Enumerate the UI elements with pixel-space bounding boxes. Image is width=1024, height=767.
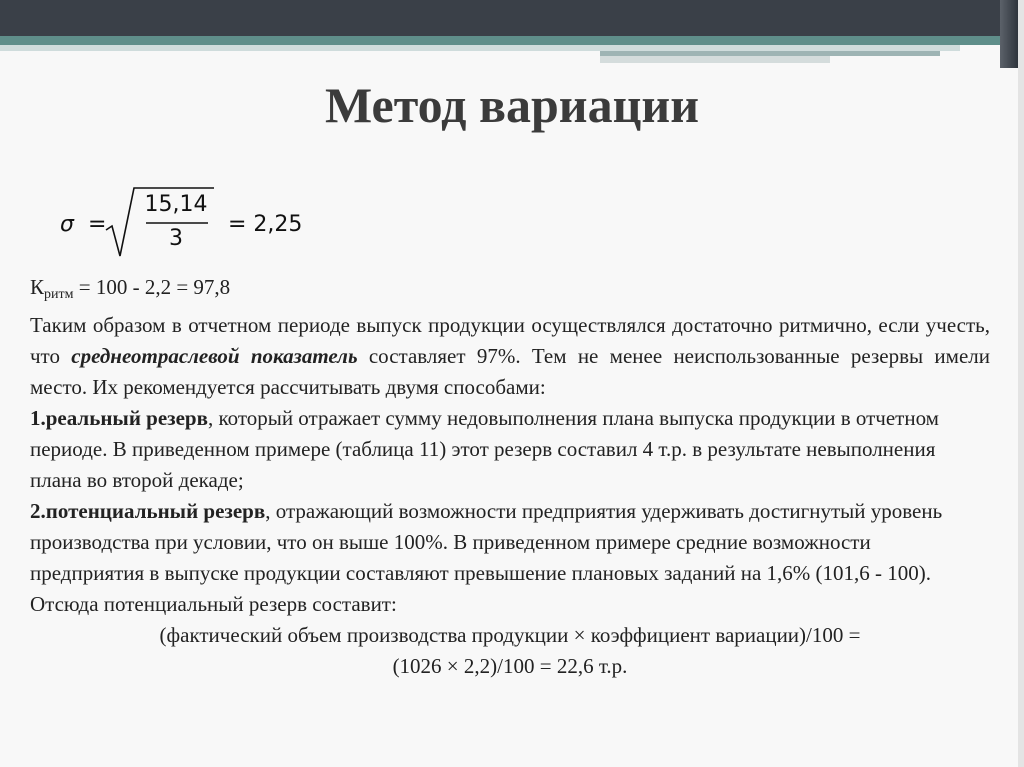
k-expression: = 100 - 2,2 = 97,8 xyxy=(73,275,231,299)
slide-title: Метод вариации xyxy=(324,77,700,133)
paragraph1-emphasis: среднеотраслевой показатель xyxy=(71,344,358,368)
header-band-dark xyxy=(0,0,1000,36)
formula-equals: = xyxy=(88,212,107,237)
paragraph1-text-before: Таким образом в отчетном периоде выпуск продукции осуществлялся достаточно ритмично, если учесть, что xyxy=(30,313,990,368)
potential-reserve-label: 2.потенциальный резерв xyxy=(30,499,266,523)
real-reserve-label: 1.реальный резерв xyxy=(30,406,208,430)
paragraph1-text-after: составляет 97%. Тем не менее неиспользованные резервы имели место. Их рекомендуется рассчитывать двумя способами: xyxy=(30,344,990,399)
formula-result: = 2,25 xyxy=(228,212,303,237)
formula-numerator: 15,14 xyxy=(144,192,208,217)
potential-reserve-text: , отражающий возможности предприятия удерживать достигнутый уровень производства при условии, что он выше 100%. В приведенном примере средние возможности предприятия в выпуске продукции составляют превышение плановых заданий на 1,6% (101,6 - 100). Отсюда потенциальный резерв составит: xyxy=(30,499,943,616)
header-band-teal xyxy=(0,36,1000,45)
k-subscript: ритм xyxy=(44,287,74,302)
calc-result-line: (1026 × 2,2)/100 = 22,6 т.р. xyxy=(392,654,628,678)
real-reserve-text: , который отражает сумму недовыполнения плана выпуска продукции в отчетном периоде. В приведенном примере (таблица 11) этот резерв составил 4 т.р. в результате невыполнения плана во второй декаде; xyxy=(30,406,939,492)
calc-formula-line: (фактический объем производства продукции × коэффициент вариации)/100 = xyxy=(159,623,861,647)
k-prefix: К xyxy=(30,275,45,299)
paragraph-conclusion xyxy=(30,310,990,403)
slide-body xyxy=(30,272,990,682)
sigma-symbol: σ xyxy=(60,212,74,237)
corner-decoration xyxy=(1000,0,1018,68)
list-item-potential-reserve xyxy=(30,496,990,620)
formula-denominator: 3 xyxy=(169,226,183,251)
rhythm-coefficient-line xyxy=(30,272,990,310)
list-item-real-reserve xyxy=(30,403,990,496)
header-band-accent-light xyxy=(600,56,830,63)
